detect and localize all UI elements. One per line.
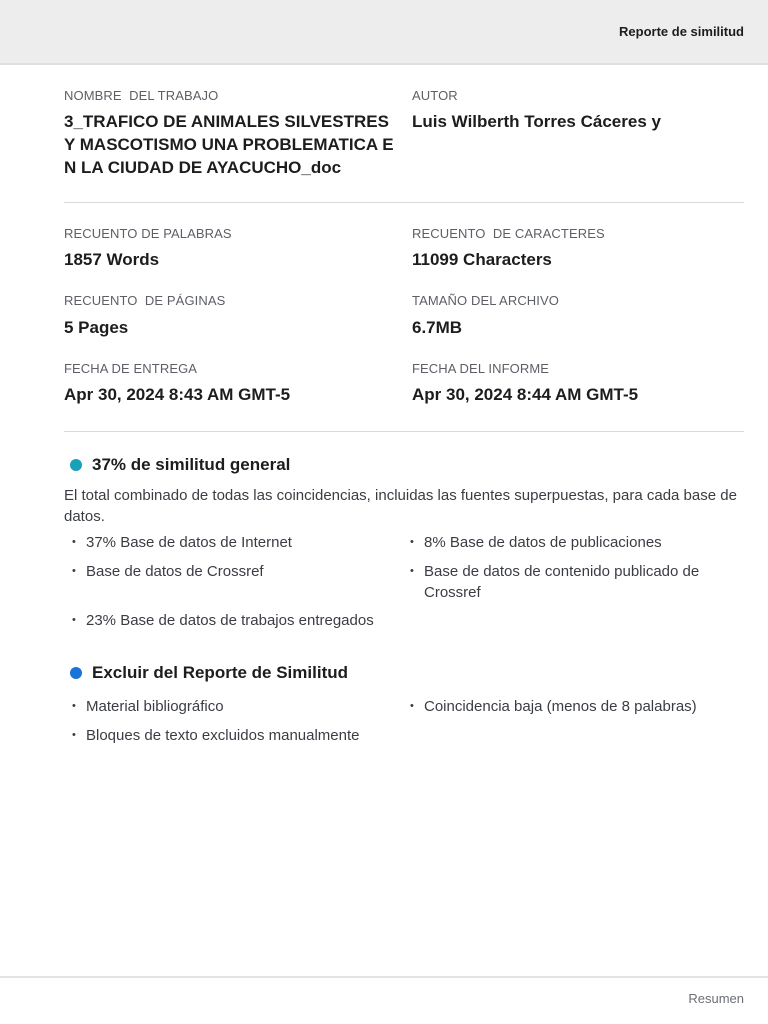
bullet-icon: • <box>72 614 76 626</box>
page-count-label: RECUENTO DE PÁGINAS <box>64 293 226 308</box>
footer-label: Resumen <box>688 991 744 1006</box>
list-item <box>72 725 392 746</box>
divider <box>64 202 744 203</box>
bullet-icon: • <box>72 700 76 712</box>
word-count-value: 1857 Words <box>64 250 160 269</box>
bullet-icon: • <box>72 729 76 741</box>
list-item <box>72 696 392 717</box>
word-count-label: RECUENTO DE PALABRAS <box>64 226 232 241</box>
exclude-title: Excluir del Reporte de Similitud <box>92 663 348 682</box>
bullet-icon: • <box>410 536 414 548</box>
list-item-text: 23% Base de datos de trabajos entregados <box>86 612 374 629</box>
bullet-icon: • <box>72 565 76 577</box>
list-item <box>72 561 392 582</box>
list-item-text: Coincidencia baja (menos de 8 palabras) <box>424 698 697 715</box>
submit-date-label: FECHA DE ENTREGA <box>64 361 198 376</box>
author-value: Luis Wilberth Torres Cáceres y <box>412 112 661 131</box>
report-date-label: FECHA DEL INFORME <box>412 361 550 376</box>
list-item-text: 37% Base de datos de Internet <box>86 534 292 551</box>
footer-divider <box>0 976 768 978</box>
bullet-icon: • <box>410 565 414 577</box>
list-item-text: Base de datos de Crossref <box>86 563 264 580</box>
header-bar <box>0 0 768 65</box>
page-count-value: 5 Pages <box>64 318 129 337</box>
list-item <box>410 696 730 717</box>
list-item <box>410 561 730 603</box>
char-count-label: RECUENTO DE CARACTERES <box>412 226 605 241</box>
submit-date-value: Apr 30, 2024 8:43 AM GMT-5 <box>64 385 291 404</box>
exclude-dot-icon <box>70 667 82 679</box>
file-size-value: 6.7MB <box>412 318 463 337</box>
list-item-text: Material bibliográfico <box>86 698 224 715</box>
list-item-text: Base de datos de contenido publicado de Crossref <box>424 563 700 601</box>
list-item-text: 8% Base de datos de publicaciones <box>424 534 662 551</box>
file-size-label: TAMAÑO DEL ARCHIVO <box>412 293 559 308</box>
similarity-dot-icon <box>70 459 82 471</box>
bullet-icon: • <box>410 700 414 712</box>
similarity-description: El total combinado de todas las coincidencias, incluidas las fuentes superpuestas, para cada base de datos. <box>64 487 737 525</box>
char-count-value: 11099 Characters <box>412 250 552 269</box>
list-item-text: Bloques de texto excluidos manualmente <box>86 727 360 744</box>
report-date-value: Apr 30, 2024 8:44 AM GMT-5 <box>412 385 639 404</box>
list-item <box>72 610 392 631</box>
job-name-value: 3_TRAFICO DE ANIMALES SILVESTRES Y MASCOTISMO UNA PROBLEMATICA E N LA CIUDAD DE AYACUCHO_doc <box>64 112 394 177</box>
exclude-heading <box>70 663 348 683</box>
list-item <box>72 532 392 553</box>
author-label: AUTOR <box>412 88 458 103</box>
job-name-label: NOMBRE DEL TRABAJO <box>64 88 219 103</box>
divider <box>64 431 744 432</box>
report-title: Reporte de similitud <box>619 24 744 39</box>
similarity-title: 37% de similitud general <box>92 455 291 474</box>
list-item <box>410 532 730 553</box>
similarity-heading <box>70 455 290 475</box>
bullet-icon: • <box>72 536 76 548</box>
